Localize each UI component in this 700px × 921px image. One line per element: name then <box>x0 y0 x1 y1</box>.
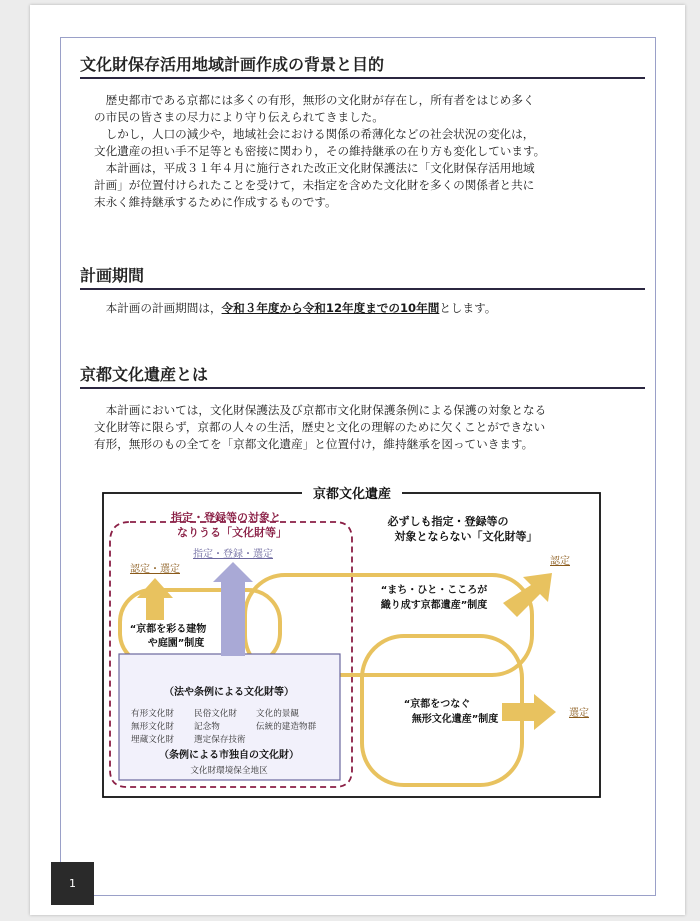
law-item: 記念物 <box>194 722 220 732</box>
gold-arrow-left-shaft <box>146 596 164 620</box>
violet-arrow-shaft <box>221 580 245 656</box>
sys-machi-2: 織り成す京都遺産”制度 <box>380 600 488 611</box>
gold-arrow-right-shaft <box>502 703 536 721</box>
right-head-2: 対象とならない「文化財等」 <box>394 530 538 543</box>
sys-buildings-1: “京都を彩る建物 <box>129 624 207 635</box>
law-item: 埋蔵文化財 <box>131 735 174 745</box>
diagram-title: 京都文化遺産 <box>312 487 392 502</box>
sys-intangible-2: 無形文化遺産”制度 <box>411 714 499 725</box>
section-heading-background: 文化財保存活用地域計画作成の背景と目的 <box>80 52 645 79</box>
text-line: 歴史都市である京都には多くの有形，無形の文化財が存在し，所有者をはじめ多く <box>105 93 535 107</box>
nintei-left-link[interactable]: 認定・選定 <box>130 564 180 575</box>
sys-machi-1: “まち・ひと・こころが <box>380 585 488 596</box>
loop-intangible <box>362 636 522 785</box>
nintei-right-link[interactable]: 認定 <box>550 556 570 567</box>
text-line: 計画」が位置付けられたことを受けて，未指定を含めた文化財を多くの関係者と共に <box>94 178 535 192</box>
text-line: 本計画においては，文化財保護法及び京都市文化財保護条例による保護の対象となる <box>105 403 547 417</box>
period-emphasis: 令和３年度から令和12年度までの10年間 <box>221 301 440 315</box>
text-line: しかし，人口の減少や，地域社会における関係の希薄化などの社会状況の変化は， <box>105 127 535 141</box>
sys-buildings-2: や庭園”制度 <box>147 638 205 649</box>
section-heading-heritage: 京都文化遺産とは <box>80 362 645 389</box>
period-text-pre: 本計画の計画期間は， <box>105 301 222 315</box>
shitei-link[interactable]: 指定・登録・選定 <box>193 549 273 560</box>
section-heading-period: 計画期間 <box>80 263 645 290</box>
page-number: 1 <box>51 862 94 905</box>
sentei-right-link[interactable]: 選定 <box>569 708 589 719</box>
period-text-post: とします。 <box>439 301 497 315</box>
text-line: の市民の皆さまの尽力により守り伝えられてきました。 <box>94 110 384 124</box>
text-line: 本計画は，平成３１年４月に施行された改正文化財保護法に「文化財保存活用地域 <box>105 161 535 175</box>
text-line: 末永く維持継承するために作成するものです。 <box>94 195 337 209</box>
law-item: 伝統的建造物群 <box>256 722 317 732</box>
left-head-1: 指定・登録等の対象と <box>171 511 281 524</box>
sys-intangible-1: “京都をつなぐ <box>403 699 471 710</box>
city-item: 文化財環境保全地区 <box>190 766 268 776</box>
left-head-2: なりうる「文化財等」 <box>177 526 287 539</box>
law-item: 民俗文化財 <box>194 709 237 719</box>
gold-arrow-right-head <box>534 694 556 730</box>
law-item: 文化的景観 <box>256 709 299 719</box>
law-item: 有形文化財 <box>131 709 174 719</box>
law-item: 選定保存技術 <box>194 735 246 745</box>
right-head-1: 必ずしも指定・登録等の <box>387 515 509 528</box>
law-head: （法や条例による文化財等） <box>164 687 294 698</box>
text-line: 有形，無形のもの全てを「京都文化遺産」と位置付け，維持継承を図っていきます。 <box>94 437 534 451</box>
violet-arrow-head <box>213 562 253 582</box>
city-head: （条例による市独自の文化財） <box>159 750 299 761</box>
law-item: 無形文化財 <box>131 722 174 732</box>
text-line: 文化遺産の担い手不足等とも密接に関わり，その維持継承の在り方も変化しています。 <box>94 144 546 158</box>
text-line: 文化財等に限らず，京都の人々の生活，歴史と文化の理解のために欠くことができない <box>94 420 546 434</box>
